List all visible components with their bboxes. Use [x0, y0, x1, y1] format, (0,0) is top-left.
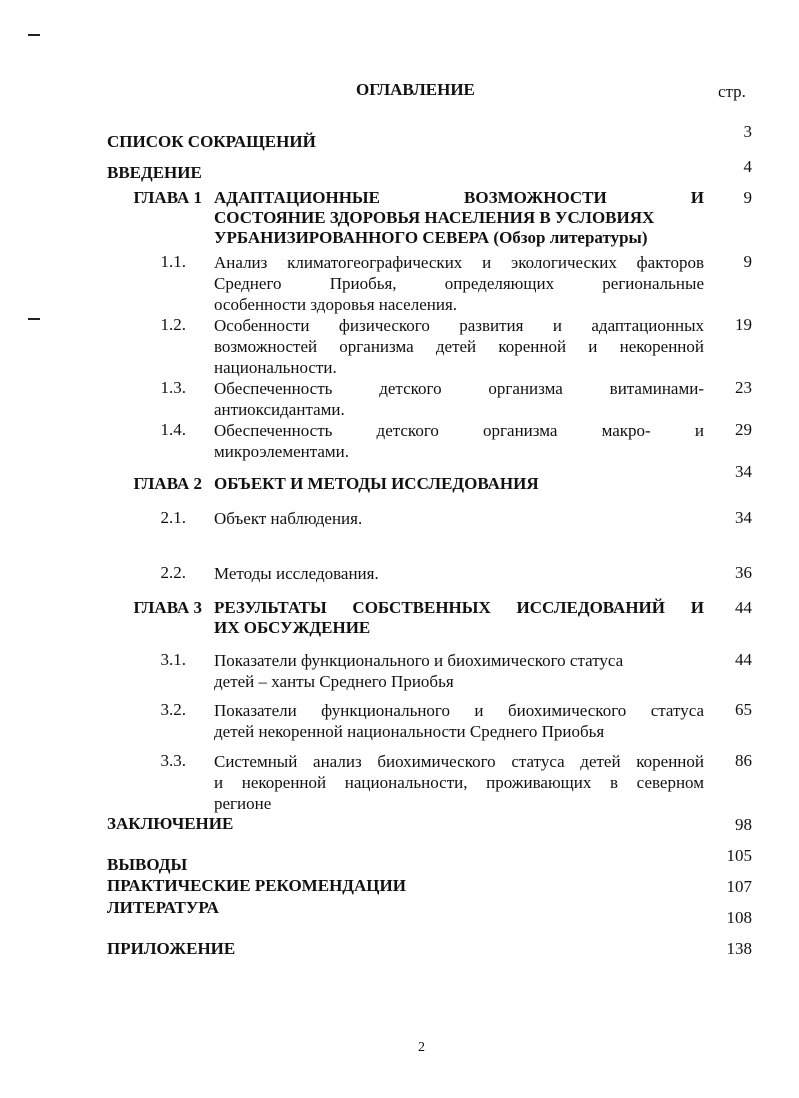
chapter-3-title	[214, 598, 704, 638]
toc-intro-page: 4	[743, 157, 752, 176]
section-line: Показатели функционального и биохимического статуса	[214, 701, 704, 720]
section-line: Анализ климатогеографических и экологических факторов	[214, 253, 704, 272]
section-page: 9	[743, 252, 752, 271]
section-title	[214, 508, 704, 529]
section-line: детей – ханты Среднего Приобья	[214, 672, 454, 691]
section-number: 1.3.	[160, 378, 186, 397]
page-column-label: стр.	[718, 82, 746, 101]
section-line: Среднего Приобья, определяющих региональные	[214, 274, 704, 293]
section-page: 86	[735, 751, 752, 770]
chapter-1-page: 9	[743, 188, 752, 207]
section-line: детей некоренной национальности Среднего Приобья	[214, 722, 605, 741]
section-number: 2.2.	[160, 563, 186, 582]
section-line: Методы исследования.	[214, 564, 379, 583]
section-page: 36	[735, 563, 752, 582]
toc-literature-page: 108	[726, 908, 752, 927]
chapter-2-label: ГЛАВА 2	[133, 474, 202, 493]
section-line: антиоксидантами.	[214, 400, 345, 419]
toc-heading: ОГЛАВЛЕНИЕ	[356, 80, 475, 99]
section-line: регионе	[214, 794, 272, 813]
section-line: Особенности физического развития и адаптационных	[214, 316, 704, 335]
chapter-1-label: ГЛАВА 1	[133, 188, 202, 207]
section-page: 34	[735, 508, 752, 527]
chapter-title-line: ОБЪЕКТ И МЕТОДЫ ИССЛЕДОВАНИЯ	[214, 474, 539, 493]
chapter-title-line: РЕЗУЛЬТАТЫ СОБСТВЕННЫХ ИССЛЕДОВАНИЙ И	[214, 598, 704, 617]
section-page: 44	[735, 650, 752, 669]
chapter-title-line: ИХ ОБСУЖДЕНИЕ	[214, 618, 371, 637]
page-number: 2	[418, 1040, 425, 1055]
section-title	[214, 252, 704, 315]
toc-appendix-title: ПРИЛОЖЕНИЕ	[107, 939, 236, 958]
toc-recommendations-title: ПРАКТИЧЕСКИЕ РЕКОМЕНДАЦИИ	[107, 876, 406, 895]
section-number: 3.2.	[160, 700, 186, 719]
section-line: Обеспеченность детского организма витаминами-	[214, 379, 704, 398]
section-title	[214, 420, 704, 462]
section-line: особенности здоровья населения.	[214, 295, 458, 314]
chapter-title-line: СОСТОЯНИЕ ЗДОРОВЬЯ НАСЕЛЕНИЯ В УСЛОВИЯХ	[214, 208, 655, 227]
chapter-2-page: 34	[735, 462, 752, 481]
section-title	[214, 650, 704, 692]
toc-findings-title: ВЫВОДЫ	[107, 855, 188, 874]
section-line: Показатели функционального и биохимического статуса	[214, 651, 624, 670]
section-number: 3.1.	[160, 650, 186, 669]
section-line: национальности.	[214, 358, 337, 377]
chapter-title-line: УРБАНИЗИРОВАННОГО СЕВЕРА (Обзор литературы)	[214, 228, 648, 247]
section-title	[214, 315, 704, 378]
section-line: Обеспеченность детского организма макро- и	[214, 421, 704, 440]
chapter-3-page: 44	[735, 598, 752, 617]
chapter-3-label: ГЛАВА 3	[133, 598, 202, 617]
section-line: микроэлементами.	[214, 442, 350, 461]
section-title	[214, 700, 704, 742]
chapter-2-title	[214, 474, 704, 494]
section-page: 65	[735, 700, 752, 719]
section-number: 1.2.	[160, 315, 186, 334]
section-number: 1.4.	[160, 420, 186, 439]
toc-recommendations-page: 107	[726, 877, 752, 896]
section-line: возможностей организма детей коренной и некоренной	[214, 337, 704, 356]
scan-mark	[28, 34, 40, 36]
section-number: 2.1.	[160, 508, 186, 527]
toc-appendix-page: 138	[726, 939, 752, 958]
section-number: 1.1.	[160, 252, 186, 271]
toc-intro-title: ВВЕДЕНИЕ	[107, 163, 202, 182]
toc-abbrev-page: 3	[743, 122, 752, 141]
toc-literature-title: ЛИТЕРАТУРА	[107, 898, 219, 917]
toc-conclusion-title: ЗАКЛЮЧЕНИЕ	[107, 814, 234, 833]
section-title	[214, 751, 704, 814]
section-title	[214, 378, 704, 420]
section-title	[214, 563, 704, 584]
chapter-title-line: АДАПТАЦИОННЫЕ ВОЗМОЖНОСТИ И	[214, 188, 704, 207]
section-page: 23	[735, 378, 752, 397]
section-page: 29	[735, 420, 752, 439]
section-page: 19	[735, 315, 752, 334]
section-line: Системный анализ биохимического статуса детей коренной	[214, 752, 704, 771]
scan-mark	[28, 318, 40, 320]
toc-findings-page: 105	[726, 846, 752, 865]
section-number: 3.3.	[160, 751, 186, 770]
chapter-1-title	[214, 188, 704, 248]
section-line: Объект наблюдения.	[214, 509, 363, 528]
section-line: и некоренной национальности, проживающих в северном	[214, 773, 704, 792]
toc-conclusion-page: 98	[735, 815, 752, 834]
toc-abbrev-title: СПИСОК СОКРАЩЕНИЙ	[107, 132, 316, 151]
